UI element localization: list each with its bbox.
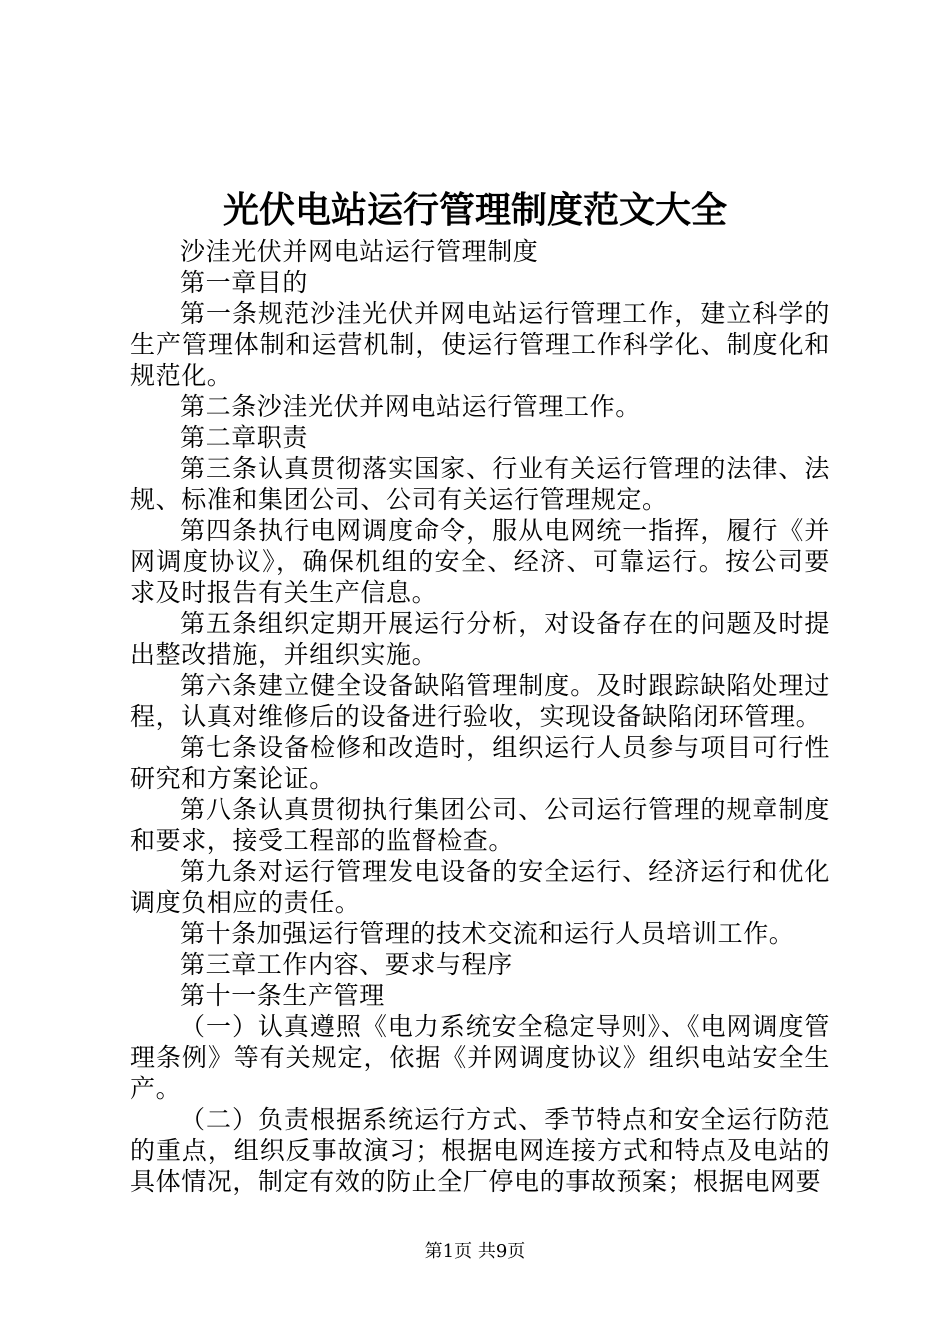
page-number-footer: 第1页 共9页 xyxy=(424,1241,526,1262)
document-body xyxy=(130,236,830,1197)
paragraph: （一）认真遵照《电力系统安全稳定导则》、《电网调度管理条例》等有关规定，依据《并网调度协议》组织电站安全生产。 xyxy=(130,1012,830,1103)
paragraph: 第十条加强运行管理的技术交流和运行人员培训工作。 xyxy=(180,919,795,948)
paragraph: 第三条认真贯彻落实国家、行业有关运行管理的法律、法规、标准和集团公司、公司有关运行管理规定。 xyxy=(130,454,830,514)
paragraph: 沙洼光伏并网电站运行管理制度 xyxy=(180,237,539,266)
paragraph: 第七条设备检修和改造时，组织运行人员参与项目可行性研究和方案论证。 xyxy=(130,733,830,793)
chapter-heading: 第二章职责 xyxy=(180,423,309,452)
chapter-heading: 第一章目的 xyxy=(180,268,309,297)
paragraph: 第四条执行电网调度命令，服从电网统一指挥，履行《并网调度协议》，确保机组的安全、经济、可靠运行。按公司要求及时报告有关生产信息。 xyxy=(130,516,830,607)
chapter-heading: 第三章工作内容、要求与程序 xyxy=(180,950,513,979)
paragraph: 第九条对运行管理发电设备的安全运行、经济运行和优化调度负相应的责任。 xyxy=(130,857,830,917)
paragraph: （二）负责根据系统运行方式、季节特点和安全运行防范的重点，组织反事故演习；根据电网连接方式和特点及电站的具体情况，制定有效的防止全厂停电的事故预案；根据电网要 xyxy=(130,1105,830,1196)
paragraph: 第六条建立健全设备缺陷管理制度。及时跟踪缺陷处理过程，认真对维修后的设备进行验收，实现设备缺陷闭环管理。 xyxy=(130,671,830,731)
paragraph: 第八条认真贯彻执行集团公司、公司运行管理的规章制度和要求，接受工程部的监督检查。 xyxy=(130,795,830,855)
paragraph: 第五条组织定期开展运行分析，对设备存在的问题及时提出整改措施，并组织实施。 xyxy=(130,609,830,669)
paragraph: 第二条沙洼光伏并网电站运行管理工作。 xyxy=(180,392,641,421)
section-heading: 第十一条生产管理 xyxy=(180,981,385,1010)
paragraph: 第一条规范沙洼光伏并网电站运行管理工作，建立科学的生产管理体制和运营机制，使运行管理工作科学化、制度化和规范化。 xyxy=(130,299,830,390)
document-title: 光伏电站运行管理制度范文大全 xyxy=(222,189,727,231)
